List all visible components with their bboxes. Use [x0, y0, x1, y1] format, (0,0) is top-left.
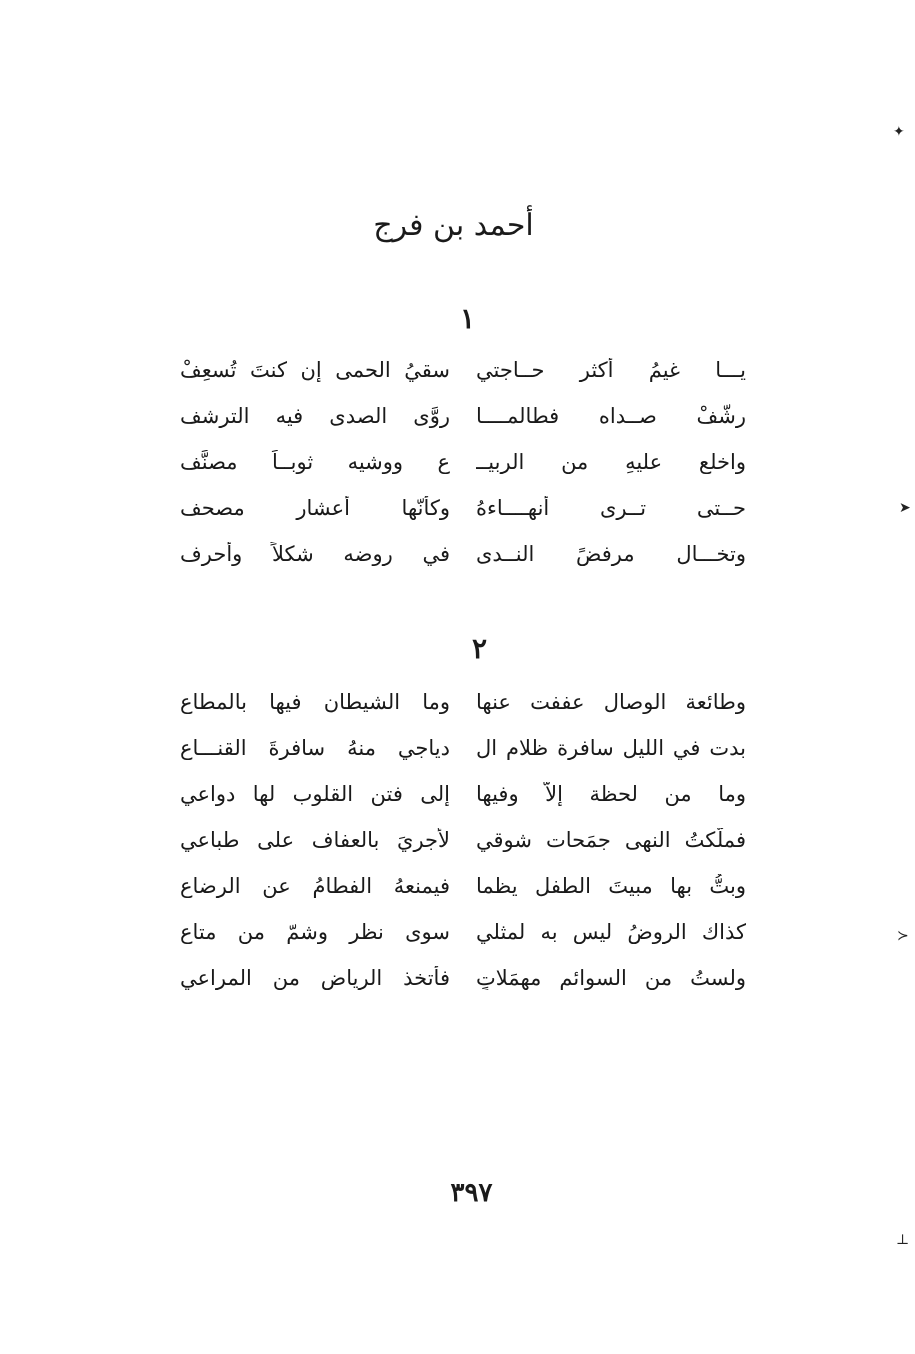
poem-section-1	[180, 358, 746, 588]
poem-section-2	[180, 690, 746, 1012]
verse-first-hemistich: وما من لحظة إلاّ وفيها	[476, 782, 746, 806]
section-number: ١	[459, 302, 476, 335]
verse	[180, 966, 746, 1012]
verse	[180, 542, 746, 588]
page-title: أحمد بن فرج	[373, 208, 534, 243]
verse	[180, 358, 746, 404]
verse	[180, 450, 746, 496]
verse-second-hemistich: دياجي منهُ سافرةَ القنـــاعِ	[180, 736, 450, 760]
verse-second-hemistich: في روضه شكلاً وأحرف	[180, 542, 450, 566]
verse-second-hemistich: إلى فتن القلوب لها دواعي	[180, 782, 450, 806]
verse-second-hemistich: فيمنعهُ الفطامُ عن الرضاعِ	[180, 874, 450, 898]
page-number: ٣٩٧	[450, 1178, 493, 1208]
verse-second-hemistich: فأتخذ الرياض من المراعي	[180, 966, 450, 990]
scan-edge-mark: ≻	[897, 928, 909, 944]
verse-first-hemistich: وطائعة الوصال عففت عنها	[476, 690, 746, 714]
verse-second-hemistich: سقيُ الحمى إن كنتَ تُسعِفْ	[180, 358, 450, 382]
verse	[180, 782, 746, 828]
verse-second-hemistich: وما الشيطان فيها بالمطاعِ	[180, 690, 450, 714]
verse-second-hemistich: لأجريَ بالعفاف على طباعي	[180, 828, 450, 852]
verse-first-hemistich: رشّفْ صــداه فطالمــــا	[476, 404, 746, 428]
scan-edge-mark: ➤	[899, 500, 911, 516]
verse-second-hemistich: روَّى الصدى فيه الترشف	[180, 404, 450, 428]
scan-edge-mark: ✦	[893, 124, 905, 140]
verse-first-hemistich: ولستُ من السوائمِ مهمَلاتٍ	[476, 966, 746, 990]
verse-first-hemistich: واخلع عليهِ من الربيــ	[476, 450, 746, 474]
verse	[180, 828, 746, 874]
section-number: ٢	[471, 632, 488, 665]
verse	[180, 874, 746, 920]
verse-first-hemistich: كذاك الروضُ ليس به لمثلي	[476, 920, 746, 944]
verse-second-hemistich: ع ووشيه ثوبــاً مصنَّف	[180, 450, 450, 474]
verse-first-hemistich: حــتى تــرى أنهــــاءهُ	[476, 496, 746, 520]
verse-first-hemistich: يـــا غيمُ أكثر حــاجتي	[476, 358, 746, 382]
verse-first-hemistich: وتخـــال مرفضً النــدى	[476, 542, 746, 566]
verse	[180, 404, 746, 450]
verse-first-hemistich: فملّكتُ النهى جمَحات شوقي	[476, 828, 746, 852]
scan-edge-mark: ⊥	[896, 1232, 910, 1248]
verse	[180, 690, 746, 736]
verse	[180, 736, 746, 782]
verse-first-hemistich: بدت في الليل سافرة ظلام ال	[476, 736, 746, 760]
verse	[180, 920, 746, 966]
verse-first-hemistich: وبتُّ بها مبيتَ الطفل يظما	[476, 874, 746, 898]
verse-second-hemistich: سوى نظرٍ وشمّ من متاعِ	[180, 920, 450, 944]
verse-second-hemistich: وكأنّها أعشار مصحف	[180, 496, 450, 520]
verse	[180, 496, 746, 542]
